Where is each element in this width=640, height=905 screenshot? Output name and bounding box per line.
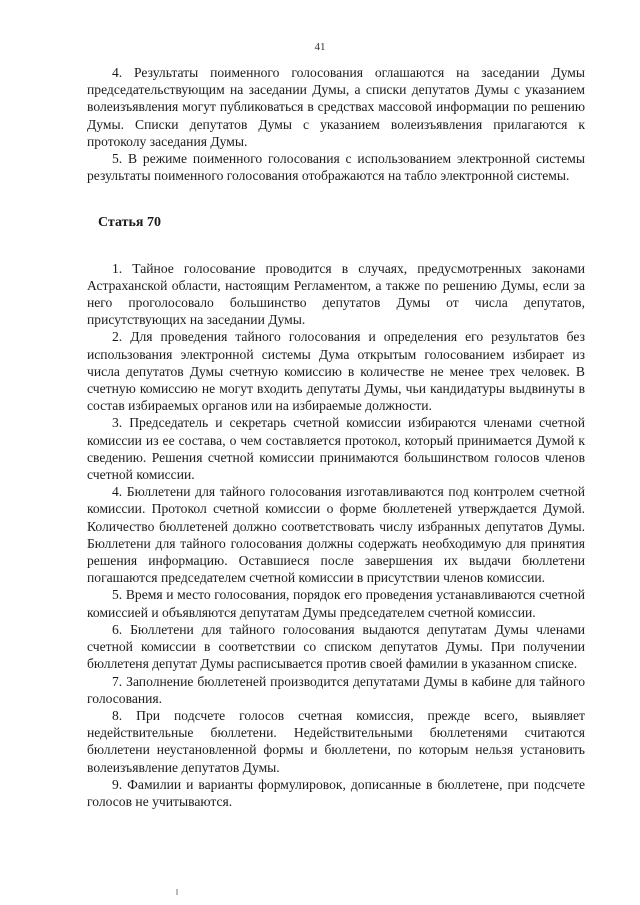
paragraph: 4. Результаты поименного голосования оглашаются на заседании Думы председательствующим на заседании Думы, а списки депутатов Думы с указанием волеизъявления могут публиковаться в средствах массовой информации по решению Думы. Списки депутатов Думы с указанием волеизъявления прилагаются к протоколу заседания Думы. [87,65,585,149]
paragraph: 5. В режиме поименного голосования с использованием электронной системы результаты поименного голосования отображаются на табло электронной системы. [87,151,585,184]
article-title: Статья 70 [98,215,161,231]
scan-mark [176,889,178,895]
paragraph: 1. Тайное голосование проводится в случаях, предусмотренных законами Астраханской области, настоящим Регламентом, а также по решению Думы, если за него проголосовало большинство депутатов Думы от числа депутатов, присутствующих на заседании Думы. [87,260,585,328]
paragraph: 6. Бюллетени для тайного голосования выдаются депутатам Думы членами счетной комиссии в соответствии со списком депутатов Думы. При получении бюллетеня депутат Думы расписывается против своей фамилии в указанном списке. [87,621,585,672]
paragraph: 9. Фамилии и варианты формулировок, дописанные в бюллетене, при подсчете голосов не учитываются. [87,776,585,809]
paragraph: 8. При подсчете голосов счетная комиссия, прежде всего, выявляет недействительные бюллетени. Недействительными бюллетенями считаются бюллетени неустановленной формы и бюллетени, по которым нельзя установить волеизъявление депутатов Думы. [87,707,585,775]
document-body [87,64,585,810]
paragraph: 3. Председатель и секретарь счетной комиссии избираются членами счетной комиссии из ее состава, о чем составляется протокол, который принимается Думой к сведению. Решения счетной комиссии принимаются большинством голосов членов счетной комиссии. [87,415,585,483]
paragraph: 4. Бюллетени для тайного голосования изготавливаются под контролем счетной комиссии. Протокол счетной комиссии о форме бюллетеней утверждается Думой. Количество бюллетеней должно соответствовать числу избранных депутатов Думы. Бюллетени для тайного голосования должны содержать необходимую для принятия решения информацию. Оставшиеся после завершения их выдачи бюллетени погашаются председателем счетной комиссии в присутствии членов комиссии. [87,484,585,586]
paragraph: 5. Время и место голосования, порядок его проведения устанавливаются счетной комиссией и объявляются депутатам Думы председателем счетной комиссии. [87,587,585,620]
paragraph: 2. Для проведения тайного голосования и определения его результатов без использования электронной системы Дума открытым голосованием избирает из числа депутатов Думы счетную комиссию в количестве не менее трех человек. В счетную комиссию не могут входить депутаты Думы, чьи кандидатуры выдвинуты в состав избираемых органов или на избираемые должности. [87,329,585,414]
page-number: 41 [314,41,326,53]
paragraph: 7. Заполнение бюллетеней производится депутатами Думы в кабине для тайного голосования. [87,673,585,706]
